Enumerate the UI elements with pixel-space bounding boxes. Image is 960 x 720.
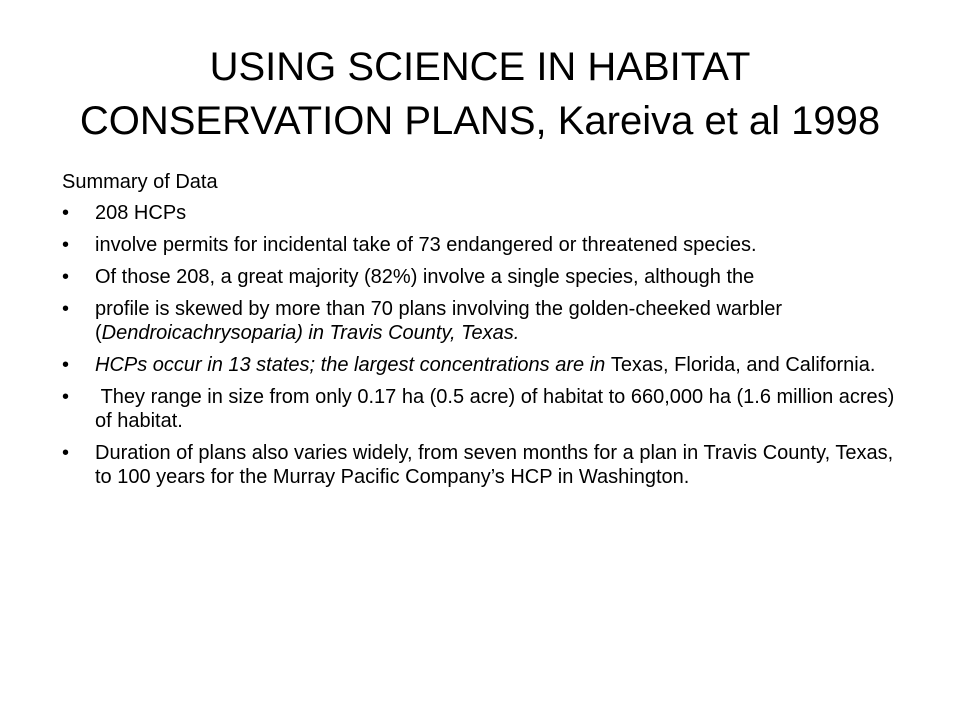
bullet-icon: • xyxy=(62,386,70,408)
bullet-text: They range in size from only 0.17 ha (0.5 acre) of habitat to 660,000 ha (1.6 million acres) of habitat. xyxy=(95,386,900,432)
bullet-item-duration xyxy=(62,441,912,489)
bullet-text: profile is skewed by more than 70 plans involving the golden-cheeked warbler ( xyxy=(95,298,783,344)
bullet-item-single-species xyxy=(62,265,912,289)
bullet-icon: • xyxy=(62,234,70,256)
bullet-icon: • xyxy=(62,354,70,376)
bullet-icon: • xyxy=(62,442,70,464)
bullet-icon: • xyxy=(62,298,70,320)
bullet-list xyxy=(62,201,912,489)
bullet-item-states xyxy=(62,353,912,377)
bullet-text: Of those 208, a great majority (82%) involve a single species, although the xyxy=(95,266,755,288)
bullet-text: Duration of plans also varies widely, from seven months for a plan in Travis County, Texas, to 100 years for the Murray Pacific Company’s HCP in Washington. xyxy=(95,442,894,488)
bullet-text: 208 HCPs xyxy=(95,202,187,224)
slide-title: USING SCIENCE IN HABITAT CONSERVATION PLANS, Kareiva et al 1998 xyxy=(79,45,881,143)
bullet-icon: • xyxy=(62,202,70,224)
slide-body xyxy=(62,170,912,497)
bullet-text: involve permits for incidental take of 73 endangered or threatened species. xyxy=(95,234,757,256)
bullet-icon: • xyxy=(62,266,70,288)
bullet-text-italic: HCPs occur in 13 states; the largest concentrations are in xyxy=(95,354,611,376)
bullet-text: Texas, Florida, and California. xyxy=(610,354,876,376)
bullet-text-italic: Dendroicachrysoparia) in Travis County, Texas. xyxy=(101,322,520,344)
bullet-item-permits xyxy=(62,233,912,257)
bullet-item-size-range xyxy=(62,385,912,433)
summary-heading: Summary of Data xyxy=(62,171,218,193)
bullet-item-warbler-profile xyxy=(62,297,912,345)
bullet-item-hcp-count xyxy=(62,201,912,225)
